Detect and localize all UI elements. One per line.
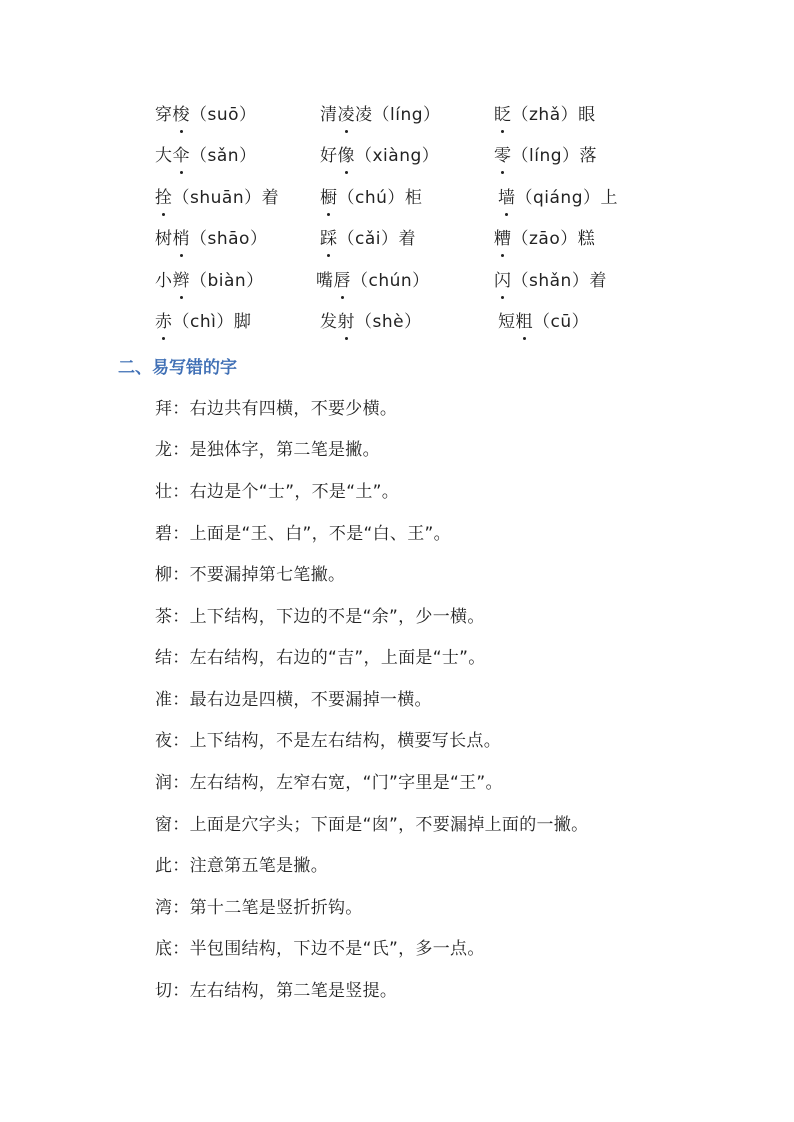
note-item: 窗：上面是穴字头；下面是“囱”，不要漏掉上面的一撇。 bbox=[155, 815, 589, 835]
note-item: 茶：上下结构，下边的不是“余”，少一横。 bbox=[155, 607, 485, 627]
pinyin-entry: 赤（chì）脚 bbox=[155, 307, 251, 337]
pinyin-entry: 墙（qiáng）上 bbox=[498, 183, 618, 213]
pinyin-row bbox=[0, 141, 794, 171]
pinyin-entry: 清凌凌（líng） bbox=[320, 100, 441, 130]
pinyin-entry: 好像（xiàng） bbox=[320, 141, 439, 171]
pinyin-entry: 发射（shè） bbox=[320, 307, 422, 337]
note-item: 碧：上面是“王、白”，不是“白、王”。 bbox=[155, 524, 451, 544]
note-item: 切：左右结构，第二笔是竖提。 bbox=[155, 981, 398, 1001]
pinyin-entry: 眨（zhǎ）眼 bbox=[494, 100, 596, 130]
note-item: 润：左右结构，左窄右宽，“门”字里是“王”。 bbox=[155, 773, 503, 793]
pinyin-entry: 树梢（shāo） bbox=[155, 224, 267, 254]
note-item: 此：注意第五笔是撇。 bbox=[155, 856, 328, 876]
note-item: 夜：上下结构，不是左右结构，横要写长点。 bbox=[155, 731, 501, 751]
pinyin-entry: 拴（shuān）着 bbox=[155, 183, 279, 213]
pinyin-entry: 大伞（sǎn） bbox=[155, 141, 257, 171]
pinyin-entry: 嘴唇（chún） bbox=[316, 266, 430, 296]
pinyin-entry: 小辫（biàn） bbox=[155, 266, 264, 296]
pinyin-entry: 闪（shǎn）着 bbox=[494, 266, 607, 296]
pinyin-row bbox=[0, 307, 794, 337]
pinyin-entry: 零（líng）落 bbox=[494, 141, 597, 171]
section-heading: 二、易写错的字 bbox=[118, 358, 237, 378]
pinyin-entry: 踩（cǎi）着 bbox=[320, 224, 416, 254]
note-item: 湾：第十二笔是竖折折钩。 bbox=[155, 898, 363, 918]
pinyin-entry: 短粗（cū） bbox=[498, 307, 589, 337]
note-item: 底：半包围结构，下边不是“氏”，多一点。 bbox=[155, 939, 485, 959]
pinyin-row bbox=[0, 183, 794, 213]
note-item: 拜：右边共有四横，不要少横。 bbox=[155, 399, 398, 419]
pinyin-entry: 糟（zāo）糕 bbox=[494, 224, 595, 254]
note-item: 准：最右边是四横，不要漏掉一横。 bbox=[155, 690, 432, 710]
pinyin-row bbox=[0, 224, 794, 254]
note-item: 柳：不要漏掉第七笔撇。 bbox=[155, 565, 346, 585]
pinyin-entry: 穿梭（suō） bbox=[155, 100, 257, 130]
note-item: 壮：右边是个“士”，不是“土”。 bbox=[155, 482, 400, 502]
pinyin-row bbox=[0, 266, 794, 296]
note-item: 结：左右结构，右边的“吉”，上面是“士”。 bbox=[155, 648, 486, 668]
pinyin-entry: 橱（chú）柜 bbox=[320, 183, 422, 213]
note-item: 龙：是独体字，第二笔是撇。 bbox=[155, 440, 380, 460]
pinyin-row bbox=[0, 100, 794, 130]
